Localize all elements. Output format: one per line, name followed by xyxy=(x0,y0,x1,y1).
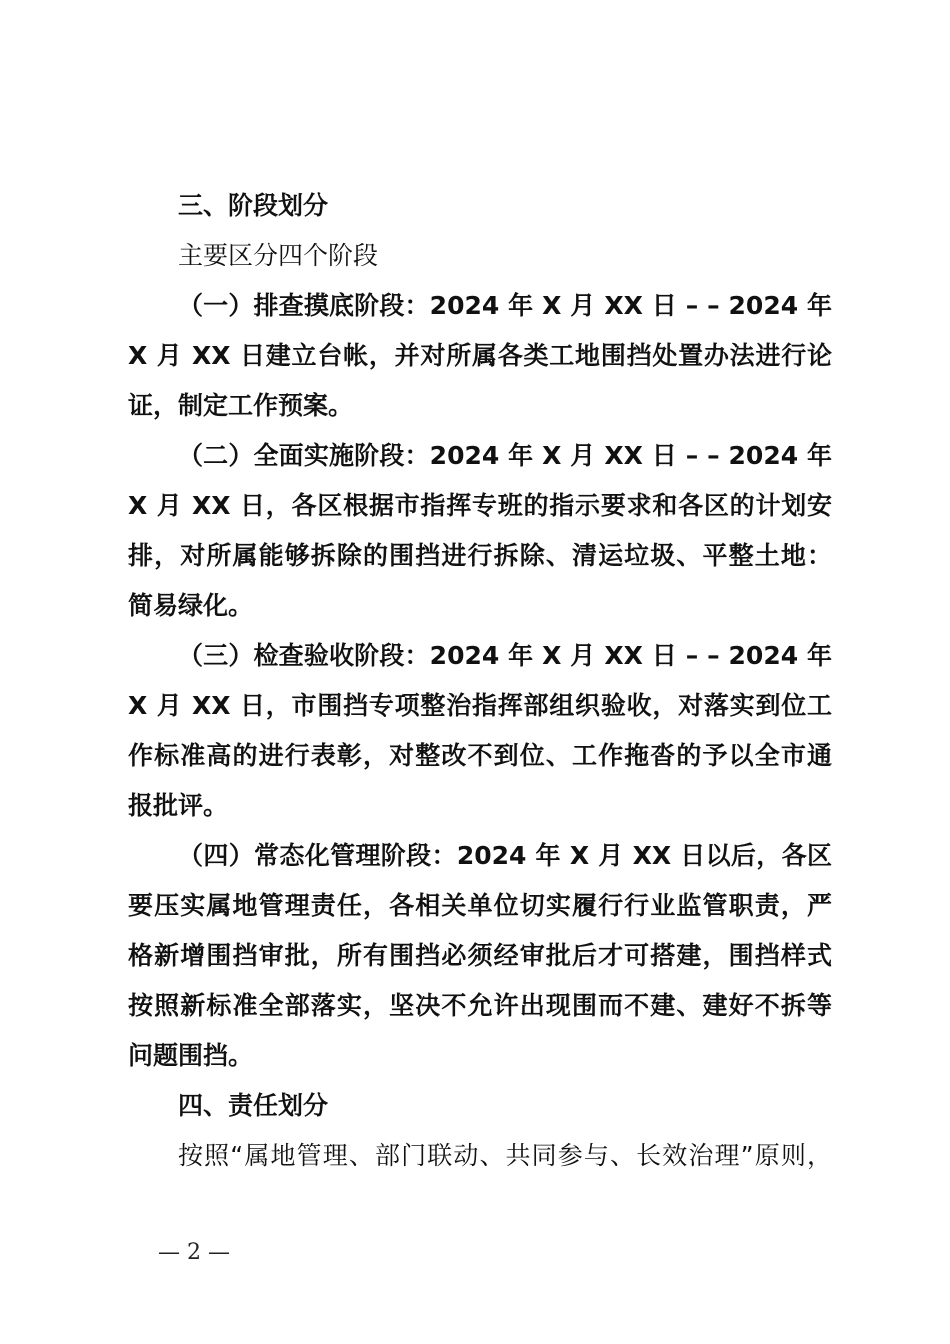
stage-4-line-2: 要压实属地管理责任，各相关单位切实履行行业监管职责，严 xyxy=(128,891,832,920)
section-4-heading: 四、责任划分 xyxy=(178,1091,329,1120)
stage-2-line-4: 简易绿化。 xyxy=(128,591,254,620)
stage-3-line-2: X 月 XX 日，市围挡专项整治指挥部组织验收，对落实到位工 xyxy=(128,691,832,720)
stage-4-line-5: 问题围挡。 xyxy=(128,1041,254,1070)
stage-1-line-3: 证，制定工作预案。 xyxy=(128,391,354,420)
section-3-intro: 主要区分四个阶段 xyxy=(178,241,379,270)
stage-2-line-2: X 月 XX 日，各区根据市指挥专班的指示要求和各区的计划安 xyxy=(128,491,832,520)
stage-1-line-1: （一）排查摸底阶段：2024 年 X 月 XX 日 – – 2024 年 xyxy=(178,291,832,320)
stage-4-line-4: 按照新标准全部落实，坚决不允许出现围而不建、建好不拆等 xyxy=(128,991,832,1020)
stage-3-line-3: 作标准高的进行表彰，对整改不到位、工作拖沓的予以全市通 xyxy=(128,741,832,770)
section-4-text: 按照“属地管理、部门联动、共同参与、长效治理”原则， xyxy=(178,1141,832,1170)
stage-2-line-3: 排，对所属能够拆除的围挡进行拆除、清运垃圾、平整土地： xyxy=(128,541,832,570)
stage-1-line-2: X 月 XX 日建立台帐，并对所属各类工地围挡处置办法进行论 xyxy=(128,341,832,370)
stage-3-line-1: （三）检查验收阶段：2024 年 X 月 XX 日 – – 2024 年 xyxy=(178,641,832,670)
stage-3-line-4: 报批评。 xyxy=(128,791,229,820)
stage-4-line-1: （四）常态化管理阶段：2024 年 X 月 XX 日以后，各区 xyxy=(178,841,832,870)
section-3-heading: 三、阶段划分 xyxy=(178,191,329,220)
stage-4-line-3: 格新增围挡审批，所有围挡必须经审批后才可搭建，围挡样式 xyxy=(128,941,832,970)
stage-2-line-1: （二）全面实施阶段：2024 年 X 月 XX 日 – – 2024 年 xyxy=(178,441,832,470)
page-number: — 2 — xyxy=(158,1240,230,1265)
